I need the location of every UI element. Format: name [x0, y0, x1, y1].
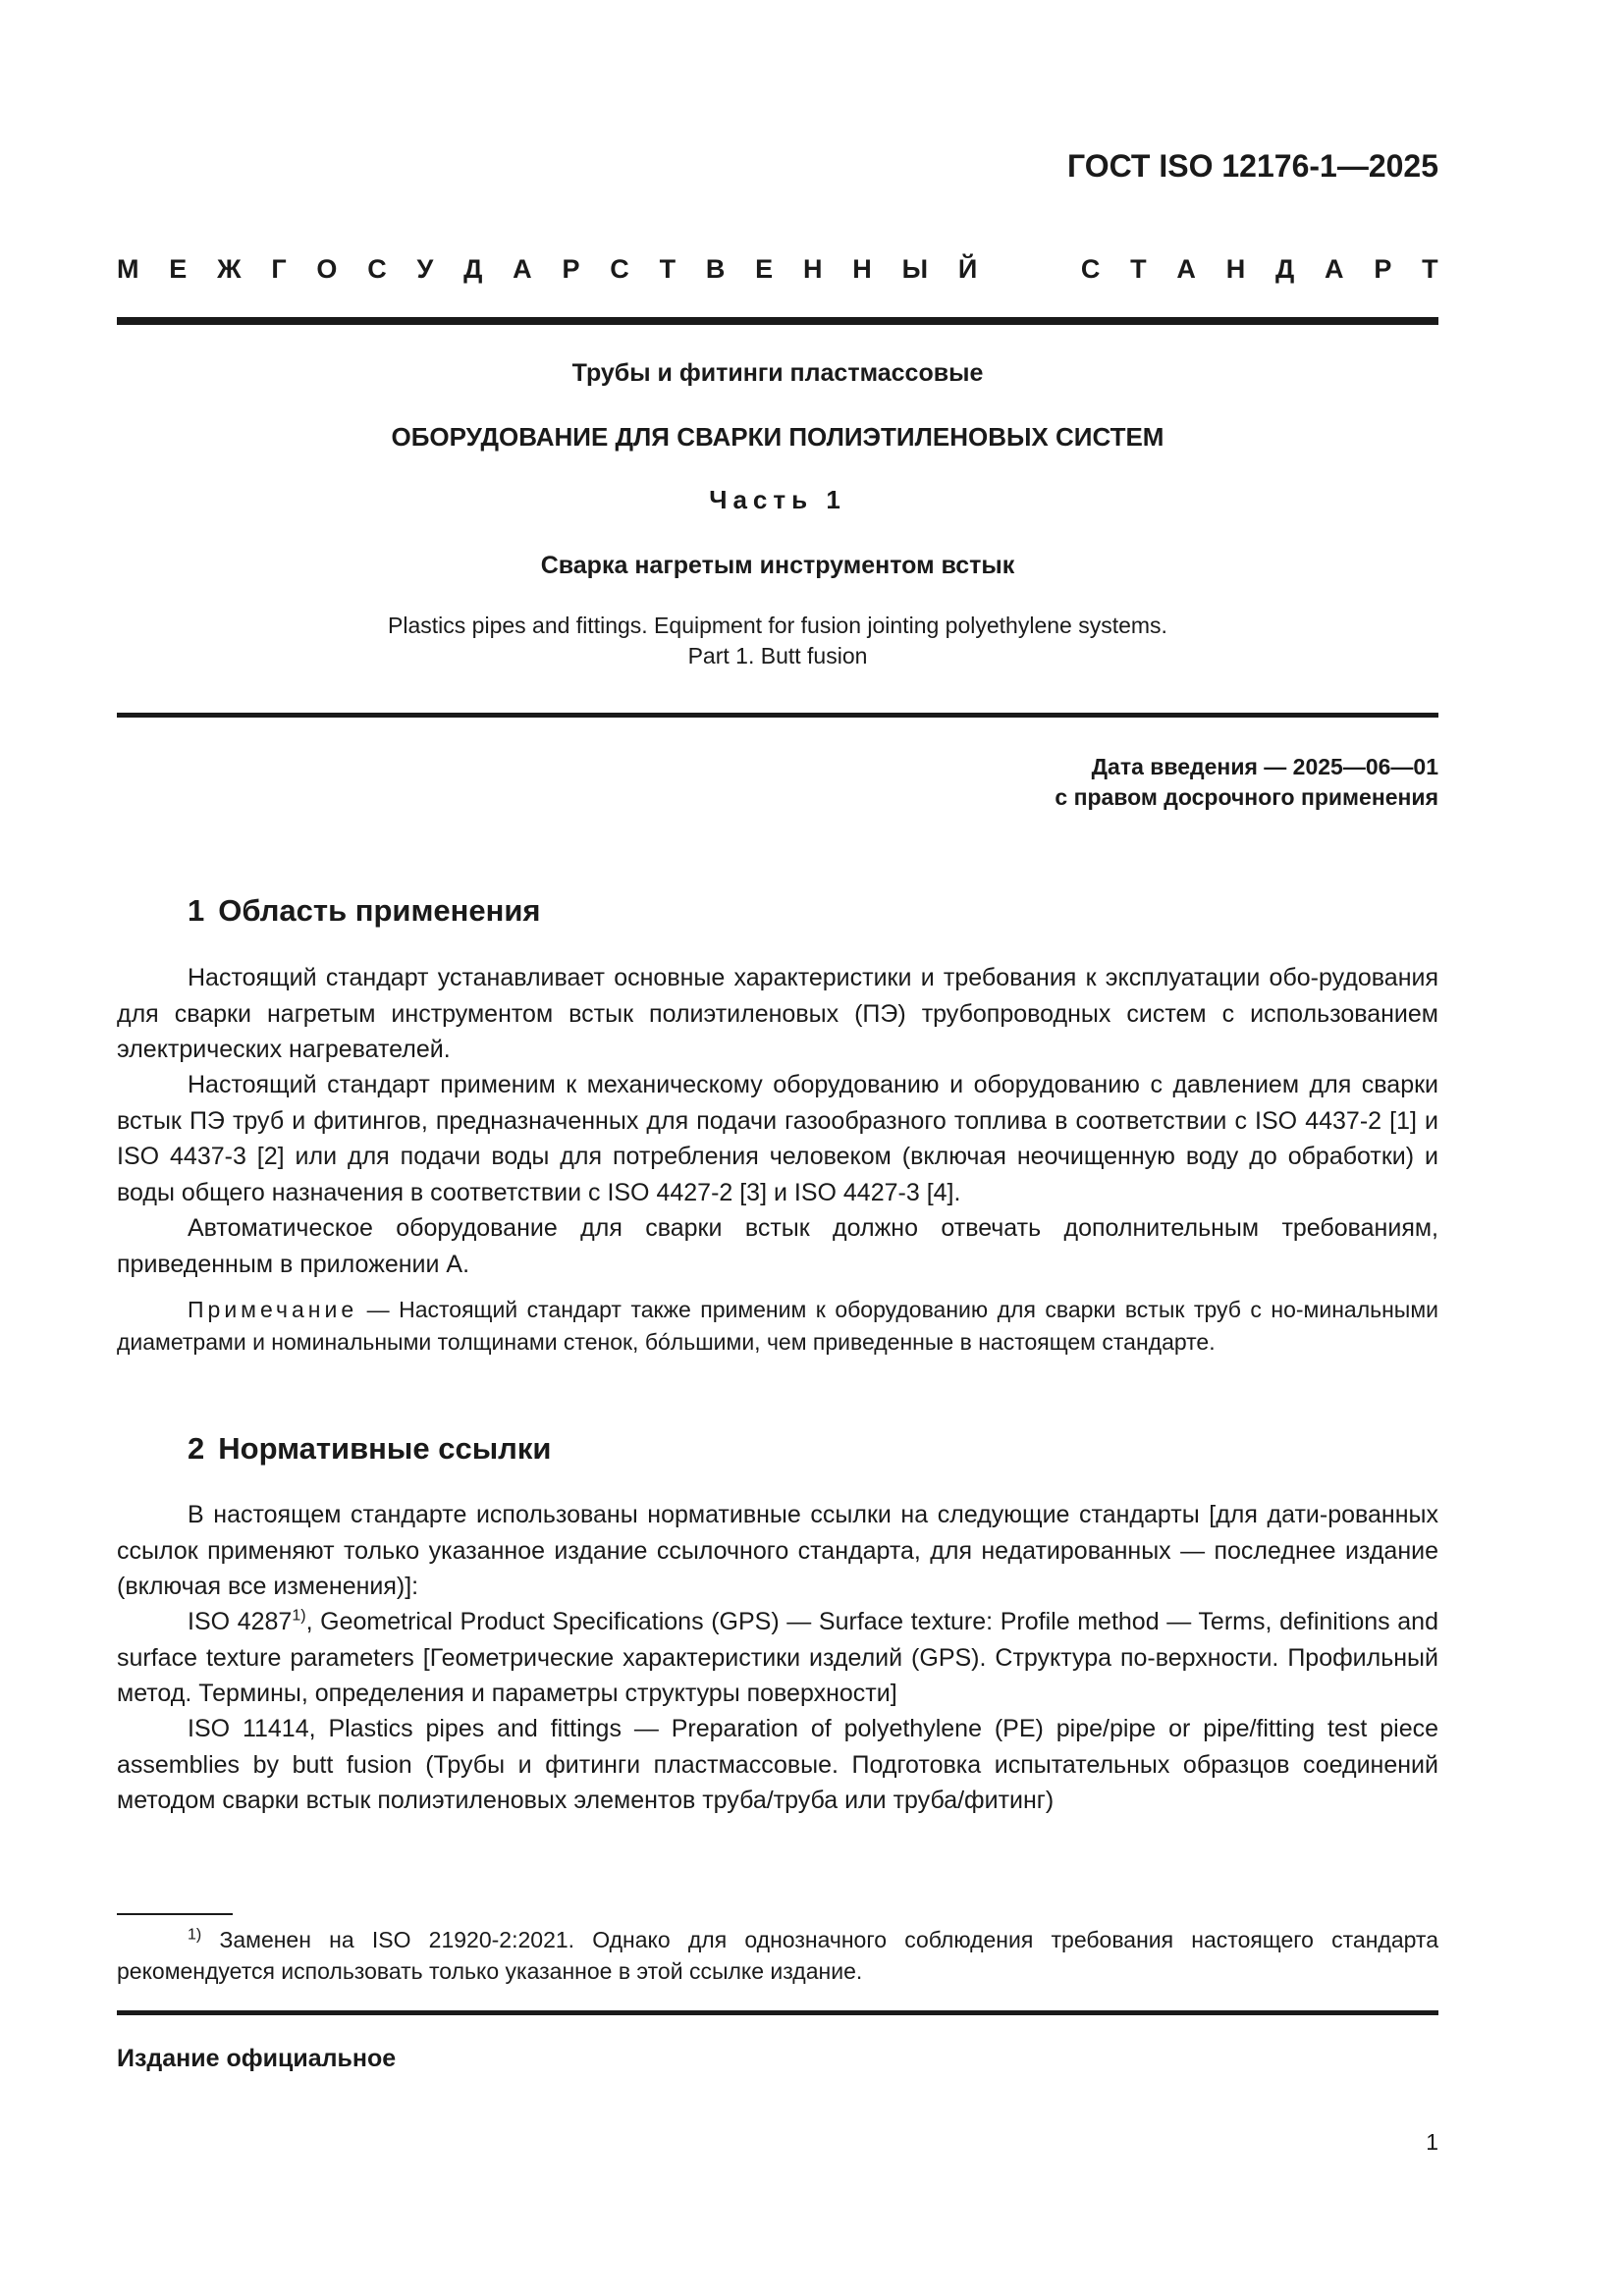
banner-letter: Ж	[217, 254, 242, 284]
banner-letter: У	[416, 254, 434, 284]
page-number: 1	[1426, 2129, 1438, 2155]
banner-letter: Н	[852, 254, 872, 284]
note-text: — Настоящий стандарт также применим к оборудованию для сварки встык труб с но-минальными диаметрами и номинальными толщинами стенок, бóльшими, чем приведенные в настоящем стандарте.	[117, 1297, 1438, 1355]
banner-letter: Д	[463, 254, 483, 284]
section-1-heading	[188, 892, 541, 930]
section-2-intro: В настоящем стандарте использованы нормативные ссылки на следующие стандарты [для дати-рованных ссылок применяют только указанное издание ссылочного стандарта, для недатированных — последнее издание (включая все изменения)]:	[117, 1501, 1438, 1600]
header-divider	[117, 317, 1438, 325]
footnote-mark: 1)	[188, 1926, 202, 1944]
banner-letter: С	[610, 254, 629, 284]
banner-word-gap	[1007, 253, 1051, 285]
section-2-heading	[188, 1430, 551, 1468]
footer-divider	[117, 2010, 1438, 2015]
title-part-name: Сварка нагретым инструментом встык	[540, 552, 1015, 579]
banner-letter: Т	[1130, 254, 1147, 284]
banner-letter: О	[316, 254, 338, 284]
banner-letter: Р	[1374, 254, 1392, 284]
early-application-line: с правом досрочного применения	[1055, 784, 1438, 810]
section-1-paragraph-3: Автоматическое оборудование для сварки встык должно отвечать дополнительным требованиям, приведенным в приложении А.	[117, 1214, 1438, 1278]
interstate-standard-banner	[117, 253, 1438, 285]
footnote-separator	[117, 1913, 233, 1915]
banner-letter: Н	[1225, 254, 1246, 284]
section-title: Нормативные ссылки	[218, 1431, 552, 1466]
banner-letter: Й	[957, 254, 978, 284]
banner-letter: А	[1176, 254, 1196, 284]
introduction-date	[1055, 752, 1438, 813]
title-english-line1: Plastics pipes and fittings. Equipment for fusion jointing polyethylene systems.	[388, 613, 1167, 638]
footnote-marker: 1)	[292, 1607, 306, 1625]
reference-text: , Geometrical Product Specifications (GPS) — Surface texture: Profile method — Terms, definitions and surface texture parameters [Геометрические характеристики изделий (GPS). Структура по-верхности. Профильный метод. Термины, определения и параметры структуры поверхности]	[117, 1608, 1438, 1707]
banner-letter: Д	[1275, 254, 1295, 284]
section-title: Область применения	[218, 893, 541, 928]
introduction-date-line: Дата введения — 2025—06—01	[1091, 754, 1438, 779]
banner-letter: Р	[562, 254, 580, 284]
section-1-note	[117, 1294, 1438, 1359]
banner-letter: Т	[659, 254, 677, 284]
banner-letter: Н	[802, 254, 823, 284]
title-divider	[117, 713, 1438, 718]
reference-iso-4287	[117, 1604, 1438, 1712]
title-main: ОБОРУДОВАНИЕ ДЛЯ СВАРКИ ПОЛИЭТИЛЕНОВЫХ СИСТЕМ	[391, 422, 1164, 452]
banner-letter: Г	[271, 254, 287, 284]
banner-letter: Е	[169, 254, 188, 284]
banner-letter: Ы	[901, 254, 929, 284]
reference-code: ISO 4287	[188, 1608, 293, 1635]
footnote	[117, 1924, 1438, 1987]
title-part: Часть 1	[709, 485, 846, 514]
footnote-text: Заменен на ISO 21920-2:2021. Однако для однозначного соблюдения требования настоящего стандарта рекомендуется использовать только указанное в этой ссылке издание.	[117, 1927, 1438, 1984]
section-number: 1	[188, 893, 205, 928]
official-edition-label: Издание официальное	[117, 2045, 397, 2072]
banner-letter: Е	[755, 254, 774, 284]
gost-code: ГОСТ ISO 12176-1—2025	[1067, 148, 1438, 184]
banner-letter: А	[1325, 254, 1344, 284]
reference-iso-11414: ISO 11414, Plastics pipes and fittings — Preparation of polyethylene (PE) pipe/pipe or pipe/fitting test piece assemblies by butt fusion (Трубы и фитинги пластмассовые. Подготовка испытательных образцов соединений методом сварки встык полиэтиленовых элементов труба/труба или труба/фитинг)	[117, 1715, 1438, 1814]
note-label: Примечание	[188, 1297, 358, 1322]
title-subtitle: Трубы и фитинги пластмассовые	[571, 359, 984, 387]
banner-letter: Т	[1422, 254, 1438, 284]
section-1-paragraph-1: Настоящий стандарт устанавливает основные характеристики и требования к эксплуатации обо-рудования для сварки нагретым инструментом встык полиэтиленовых (ПЭ) трубопроводных систем с использованием электрических нагревателей.	[117, 964, 1438, 1063]
title-english-line2: Part 1. Butt fusion	[687, 643, 868, 668]
banner-letter: С	[1080, 254, 1101, 284]
document-page	[117, 0, 1438, 2296]
section-1-paragraph-2: Настоящий стандарт применим к механическому оборудованию и оборудованию с давлением для сварки встык ПЭ труб и фитингов, предназначенных для подачи газообразного топлива в соответствии с ISO 4437-2 [1] и ISO 4437-3 [2] или для подачи воды для потребления человеком (включая неочищенную воду до обработки) и воды общего назначения в соответствии с ISO 4427-2 [3] и ISO 4427-3 [4].	[117, 1071, 1438, 1206]
section-number: 2	[188, 1431, 205, 1466]
banner-letter: С	[367, 254, 387, 284]
banner-letter: В	[705, 254, 726, 284]
banner-letter: М	[117, 254, 139, 284]
banner-letter: А	[513, 254, 532, 284]
